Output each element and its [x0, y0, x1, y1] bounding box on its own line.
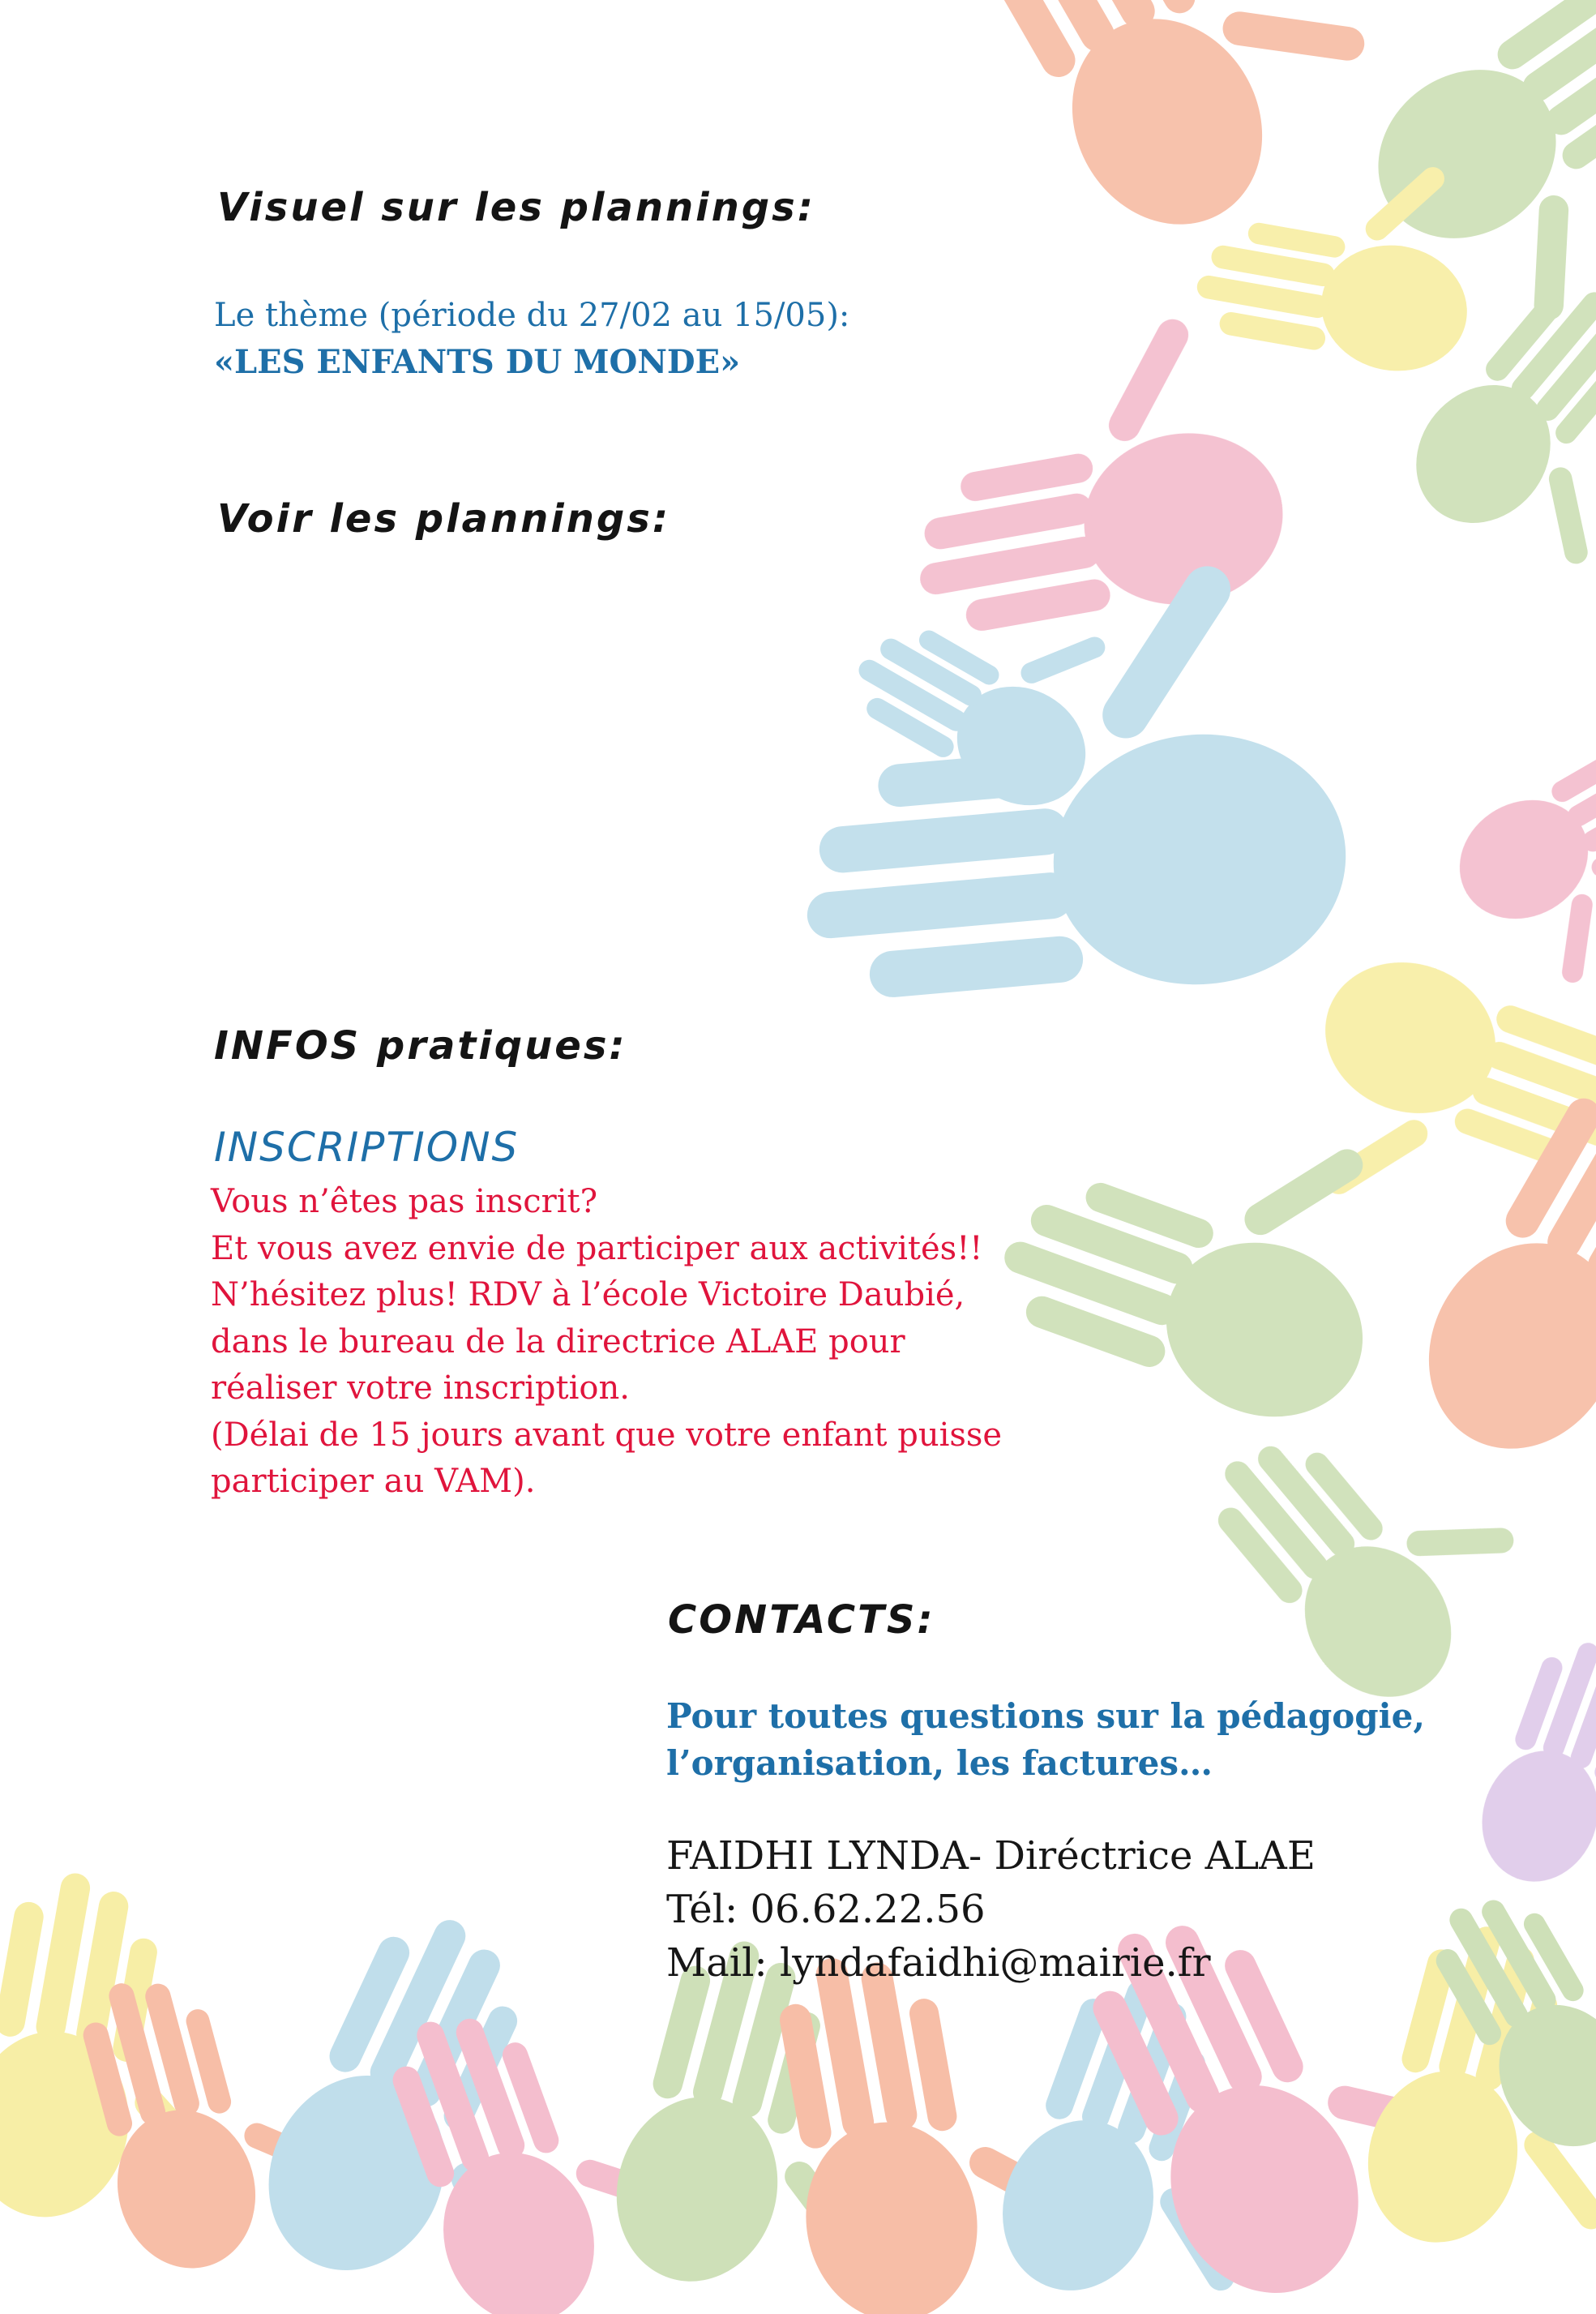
contacts-details	[666, 1829, 1316, 1990]
theme-title: «LES ENFANTS DU MONDE»	[214, 343, 741, 381]
contact-name: FAIDHI LYNDA- Diréctrice ALAE	[666, 1833, 1316, 1879]
inscriptions-line: dans le bureau de la directrice ALAE pour	[211, 1322, 905, 1361]
inscriptions-line: participer au VAM).	[211, 1463, 536, 1500]
inscriptions-line: N’hésitez plus! RDV à l’école Victoire Daubié,	[211, 1276, 965, 1313]
contact-phone: Tél: 06.62.22.56	[666, 1887, 986, 1932]
inscriptions-line: Vous n’êtes pas inscrit?	[211, 1183, 598, 1220]
contacts-question	[666, 1693, 1425, 1787]
heading-visuel-plannings: Visuel sur les plannings:	[217, 185, 815, 230]
contacts-question-line: Pour toutes questions sur la pédagogie,	[666, 1696, 1425, 1736]
inscriptions-text	[211, 1179, 1002, 1506]
contacts-question-line: l’organisation, les factures…	[666, 1743, 1213, 1783]
heading-infos-pratiques: INFOS pratiques:	[214, 1023, 627, 1069]
inscriptions-line: réaliser votre inscription.	[211, 1369, 630, 1407]
inscriptions-line: (Délai de 15 jours avant que votre enfant puisse	[211, 1416, 1003, 1454]
inscriptions-title: INSCRIPTIONS	[214, 1124, 520, 1171]
theme-period-line: Le thème (période du 27/02 au 15/05):	[214, 297, 850, 334]
heading-contacts: CONTACTS:	[668, 1597, 935, 1643]
heading-voir-plannings: Voir les plannings:	[217, 496, 671, 542]
theme-block	[214, 292, 849, 386]
contact-mail[interactable]: Mail: lyndafaidhi@mairie.fr	[666, 1940, 1211, 1986]
inscriptions-line: Et vous avez envie de participer aux activités!!	[211, 1229, 983, 1267]
